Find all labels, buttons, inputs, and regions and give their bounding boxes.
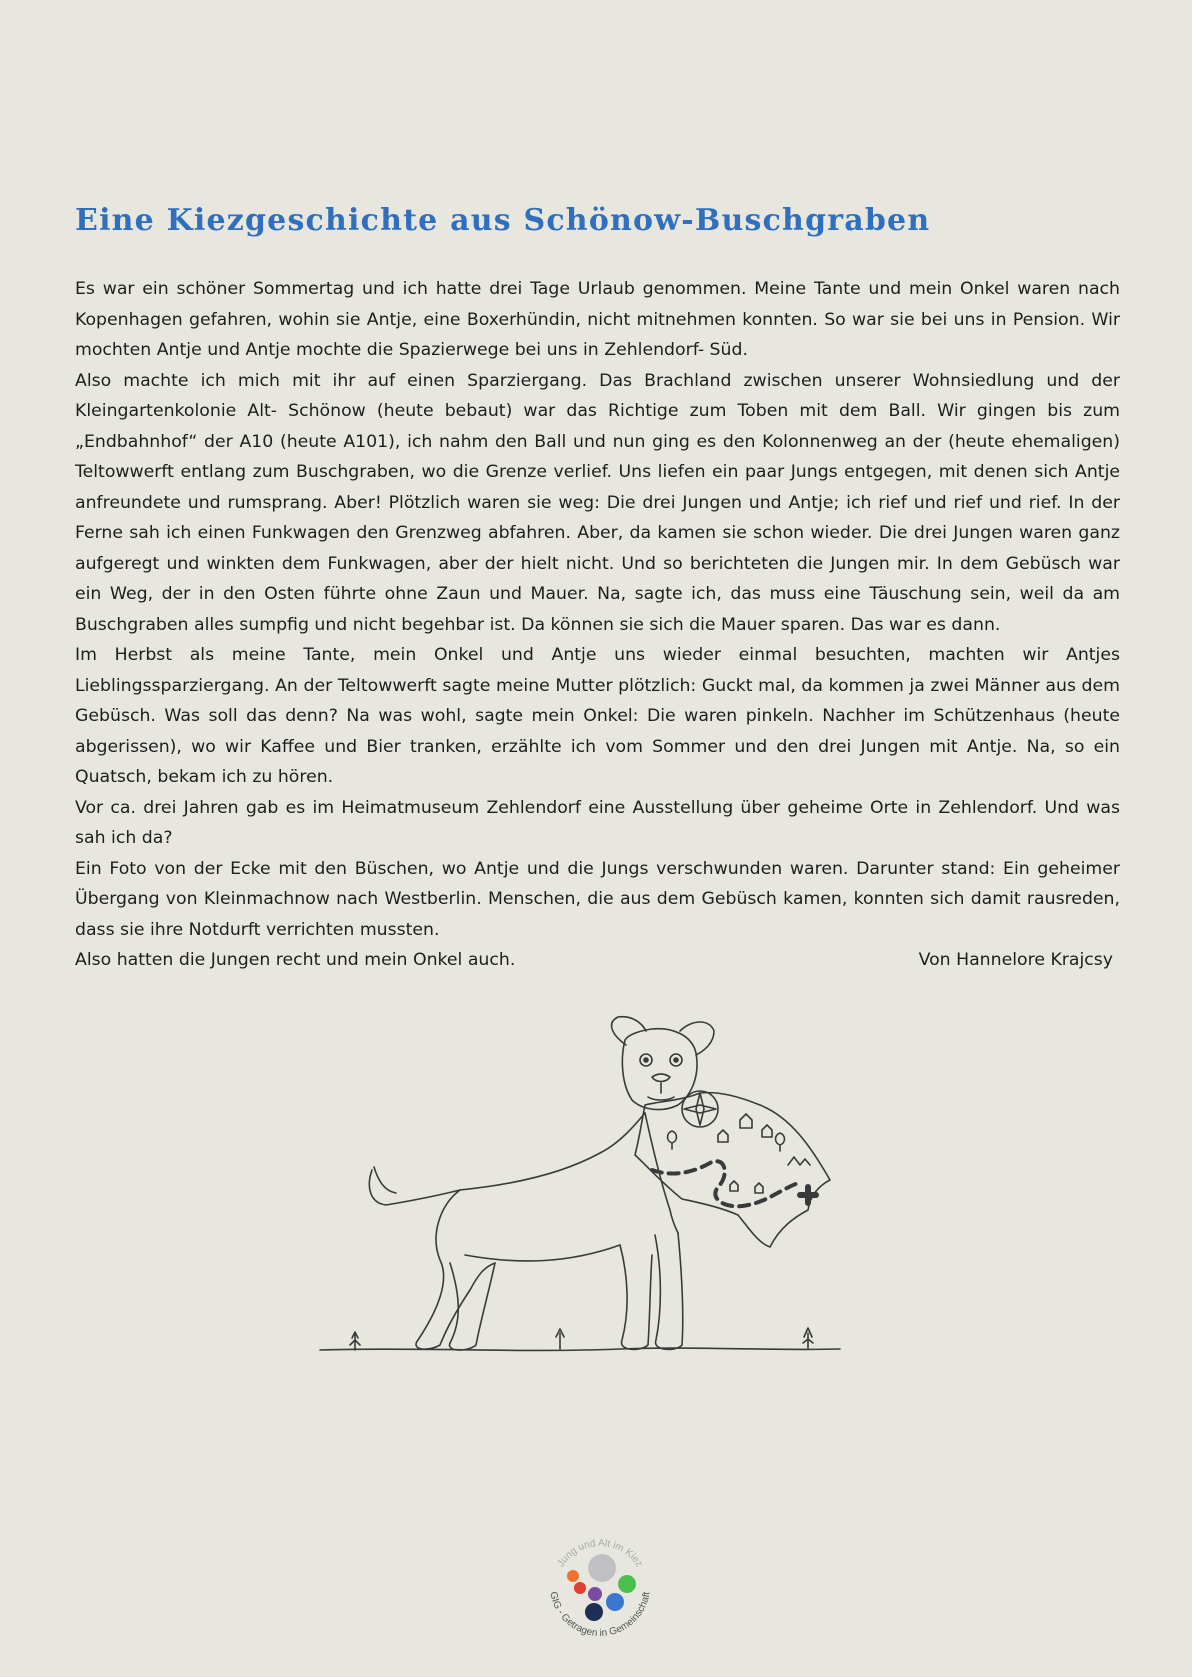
boxer-dog-with-map-illustration [300, 1005, 910, 1405]
story-body [75, 274, 1120, 976]
logo-dot [606, 1593, 624, 1611]
story-paragraph: Es war ein schöner Sommertag und ich hatte drei Tage Urlaub genommen. Meine Tante und mein Onkel waren nach Kopenhagen gefahren, wohin sie Antje, eine Boxerhündin, nicht mitnehmen konnten. So war sie bei uns in Pension. Wir mochten Antje und Antje mochte die Spazierwege bei uns in Zehlendorf- Süd. [75, 279, 1120, 360]
story-paragraph: Also machte ich mich mit ihr auf einen Sparziergang. Das Brachland zwischen unserer Wohnsiedlung und der Kleingartenkolonie Alt- Schönow (heute bebaut) war das Richtige zum Toben mit dem Ball. Wir gingen bis zum „Endbahnhof“ der A10 (heute A101), ich nahm den Ball und nun ging es den Kolonnenweg an der (heute ehemaligen) Teltowwerft entlang zum Buschgraben, wo die Grenze verlief. Uns liefen ein paar Jungs entgegen, mit denen sich Antje anfreundete und rumsprang. Aber! Plötzlich waren sie weg: Die drei Jungen und Antje; ich rief und rief und rief. In der Ferne sah ich einen Funkwagen den Grenzweg abfahren. Aber, da kamen sie schon wieder. Die drei Jungen waren ganz aufgeregt und winkten dem Funkwagen, aber der hielt nicht. Und so berichteten die Jungen mir. In dem Gebüsch war ein Weg, der in den Osten führte ohne Zaun und Mauer. Na, sagte ich, das muss eine Täuschung sein, weil da am Buschgraben alles sumpfig und nicht begehbar ist. Da können sie sich die Mauer sparen. Das war es dann. [75, 370, 1120, 635]
gig-logo [540, 1530, 660, 1650]
story-paragraph: Im Herbst als meine Tante, mein Onkel und Antje uns wieder einmal besuchten, machten wir Antjes Lieblingssparziergang. An der Teltowwerft sagte meine Mutter plötzlich: Guckt mal, da kommen ja zwei Männer aus dem Gebüsch. Was soll das denn? Na was wohl, sagte mein Onkel: Die waren pinkeln. Nachher im Schützenhaus (heute abgerissen), wo wir Kaffee und Bier tranken, erzählte ich vom Sommer und den drei Jungen mit Antje. Na, so ein Quatsch, bekam ich zu hören. [75, 645, 1120, 787]
story-paragraph: Also hatten die Jungen recht und mein Onkel auch. [75, 950, 516, 970]
story-paragraph: Vor ca. drei Jahren gab es im Heimatmuseum Zehlendorf eine Ausstellung über geheime Orte in Zehlendorf. Und was sah ich da? [75, 797, 1120, 848]
logo-dot [574, 1582, 586, 1594]
author-credit: Von Hannelore Krajcsy [918, 950, 1113, 970]
logo-name: GIG - Getragen in Gemeinschaft [547, 1590, 653, 1640]
logo-dot [588, 1587, 602, 1601]
logo-dot [567, 1570, 579, 1582]
logo-dot [618, 1575, 636, 1593]
page-title: Eine Kiezgeschichte aus Schönow-Buschgraben [75, 203, 931, 238]
logo-dot [585, 1603, 603, 1621]
story-paragraph: Ein Foto von der Ecke mit den Büschen, wo Antje und die Jungs verschwunden waren. Darunter stand: Ein geheimer Übergang von Kleinmachnow nach Westberlin. Menschen, die aus dem Gebüsch kamen, konnten sich damit rausreden, dass sie ihre Notdurft verrichten mussten. [75, 858, 1120, 940]
logo-dot [588, 1554, 616, 1582]
logo-slogan: Jung und Alt im Kiez [555, 1537, 645, 1570]
